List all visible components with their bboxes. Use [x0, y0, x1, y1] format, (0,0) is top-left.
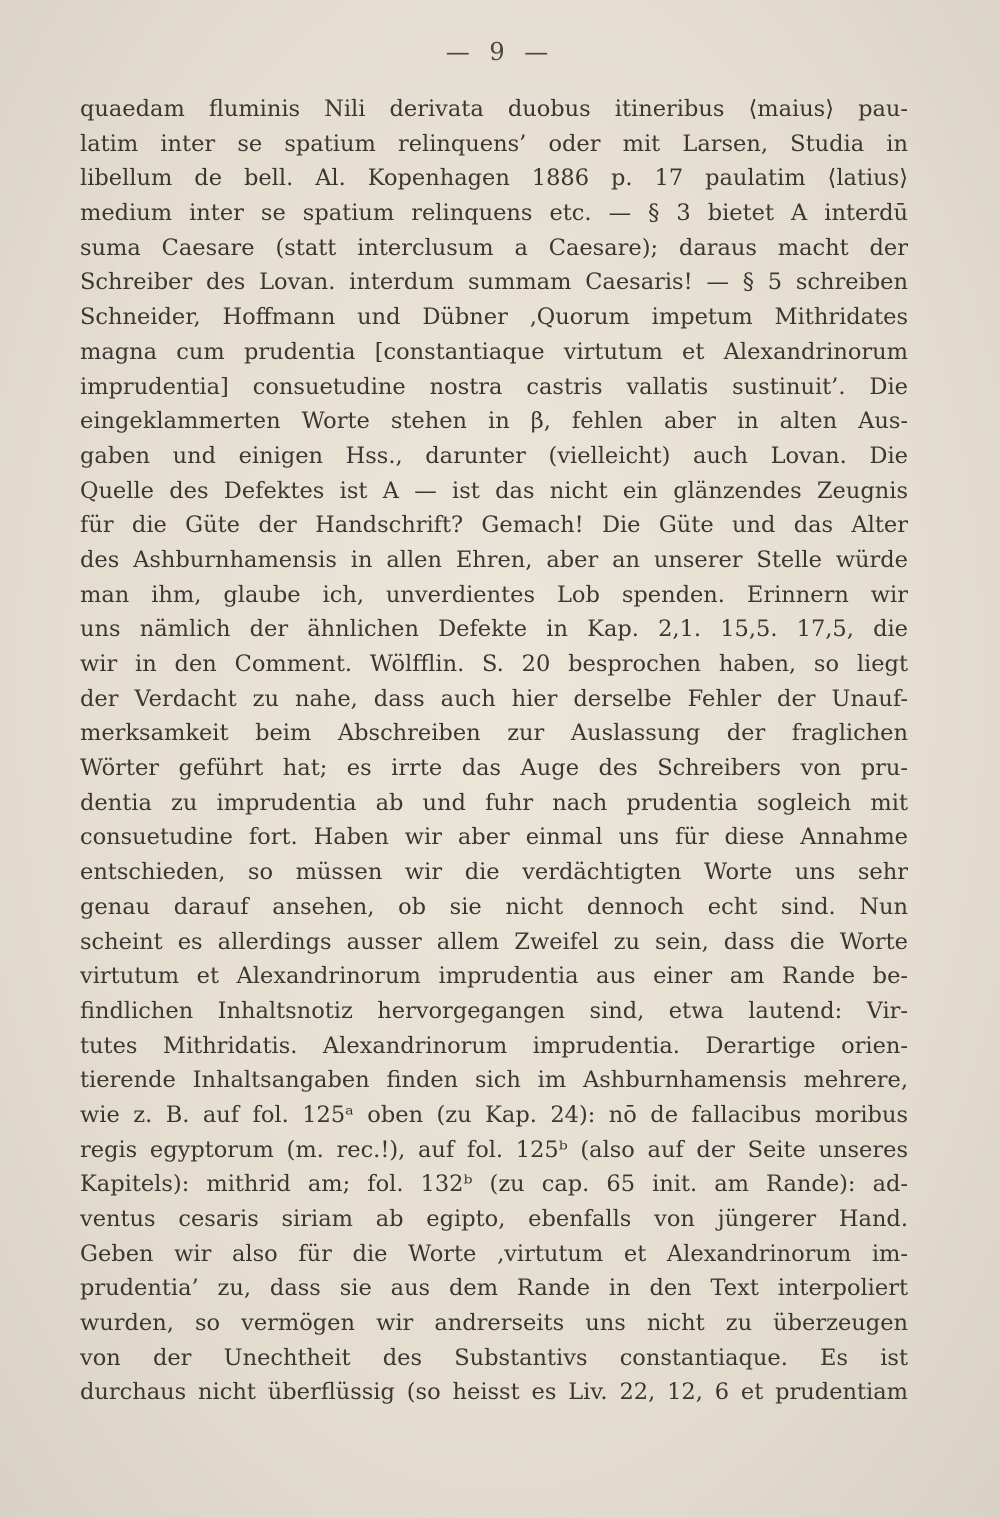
page-number: — 9 —	[445, 38, 555, 66]
text-line: Geben wir also für die Worte ‚virtutum et Alexandrinorum im-	[80, 1240, 908, 1267]
text-line: merksamkeit beim Abschreiben zur Auslassung der fraglichen	[80, 720, 908, 747]
text-line: prudentia’ zu, dass sie aus dem Rande in den Text interpoliert	[80, 1275, 908, 1302]
text-line: virtutum et Alexandrinorum imprudentia aus einer am Rande be-	[80, 963, 908, 990]
text-line: latim inter se spatium relinquens’ oder mit Larsen, Studia in	[80, 130, 908, 157]
text-line: gaben und einigen Hss., darunter (vielleicht) auch Lovan. Die	[80, 442, 908, 469]
text-line: medium inter se spatium relinquens etc. — § 3 bietet A interdū	[80, 200, 908, 227]
text-line: wie z. B. auf fol. 125ᵃ oben (zu Kap. 24): nō de fallacibus moribus	[80, 1101, 908, 1128]
text-line: findlichen Inhaltsnotiz hervorgegangen sind, etwa lautend: Vir-	[80, 997, 908, 1024]
text-line: tierende Inhaltsangaben finden sich im Ashburnhamensis mehrere,	[80, 1067, 908, 1094]
text-line: wurden, so vermögen wir andrerseits uns nicht zu überzeugen	[80, 1310, 908, 1337]
text-line: libellum de bell. Al. Kopenhagen 1886 p. 17 paulatim ⟨latius⟩	[80, 165, 908, 192]
text-line: tutes Mithridatis. Alexandrinorum imprudentia. Derartige orien-	[80, 1032, 908, 1059]
text-line: uns nämlich der ähnlichen Defekte in Kap. 2,1. 15,5. 17,5, die	[80, 616, 908, 643]
text-line: Wörter geführt hat; es irrte das Auge des Schreibers von pru-	[80, 755, 908, 782]
text-line: Quelle des Defektes ist A — ist das nicht ein glänzendes Zeugnis	[80, 477, 908, 504]
text-line: quaedam fluminis Nili derivata duobus itineribus ⟨maius⟩ pau-	[80, 96, 908, 122]
text-line: für die Güte der Handschrift? Gemach! Die Güte und das Alter	[80, 512, 908, 539]
text-line: von der Unechtheit des Substantivs constantiaque. Es ist	[80, 1344, 908, 1371]
text-line: magna cum prudentia [constantiaque virtutum et Alexandrinorum	[80, 338, 908, 365]
text-line: Schneider, Hoffmann und Dübner ‚Quorum impetum Mithridates	[80, 304, 908, 331]
text-line: durchaus nicht überflüssig (so heisst es Liv. 22, 12, 6 et prudentiam	[80, 1379, 908, 1406]
text-line: regis egyptorum (m. rec.!), auf fol. 125ᵇ (also auf der Seite unseres	[80, 1136, 908, 1163]
text-line: scheint es allerdings ausser allem Zweifel zu sein, dass die Worte	[80, 928, 908, 955]
text-line: eingeklammerten Worte stehen in β, fehlen aber in alten Aus-	[80, 408, 908, 435]
text-line: man ihm, glaube ich, unverdientes Lob spenden. Erinnern wir	[80, 581, 908, 608]
text-line: consuetudine fort. Haben wir aber einmal uns für diese Annahme	[80, 824, 908, 851]
text-line: wir in den Comment. Wölfflin. S. 20 besprochen haben, so liegt	[80, 651, 908, 677]
text-line: Kapitels): mithrid am; fol. 132ᵇ (zu cap. 65 init. am Rande): ad-	[80, 1171, 908, 1198]
text-line: Schreiber des Lovan. interdum summam Caesaris! — § 5 schreiben	[80, 269, 908, 296]
text-line: suma Caesare (statt interclusum a Caesare); daraus macht der	[80, 234, 908, 261]
text-line: der Verdacht zu nahe, dass auch hier derselbe Fehler der Unauf-	[80, 685, 908, 712]
text-line: entschieden, so müssen wir die verdächtigten Worte uns sehr	[80, 859, 908, 886]
text-line: dentia zu imprudentia ab und fuhr nach prudentia sogleich mit	[80, 789, 908, 816]
body-text	[80, 92, 908, 1410]
text-line: des Ashburnhamensis in allen Ehren, aber an unserer Stelle würde	[80, 546, 908, 573]
text-line: ventus cesaris siriam ab egipto, ebenfalls von jüngerer Hand.	[80, 1206, 908, 1232]
text-line: imprudentia] consuetudine nostra castris vallatis sustinuit’. Die	[80, 373, 908, 400]
text-line: genau darauf ansehen, ob sie nicht dennoch echt sind. Nun	[80, 893, 908, 920]
